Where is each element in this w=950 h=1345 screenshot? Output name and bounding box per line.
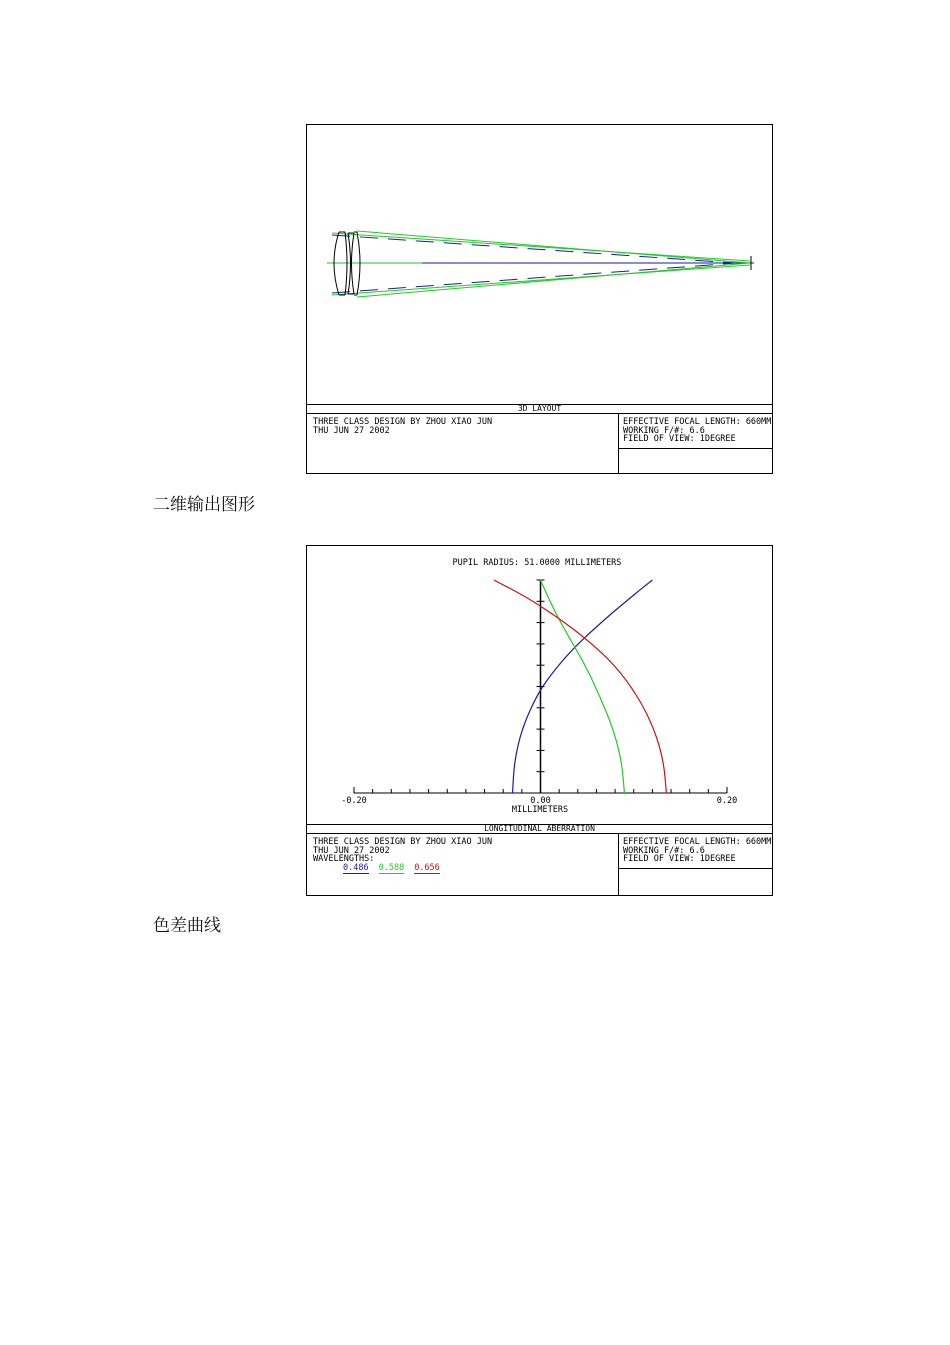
aberration-info-left <box>313 838 492 874</box>
design-title: THREE CLASS DESIGN BY ZHOU XIAO JUN <box>313 417 493 427</box>
working-fnum: WORKING F/#: 6.6 <box>623 425 705 436</box>
aberration-plot <box>307 546 772 824</box>
x-tick-label: 0.00 <box>530 796 551 806</box>
layout-diagram <box>307 125 772 404</box>
x-tick-label: -0.20 <box>341 796 367 806</box>
focal-length: EFFECTIVE FOCAL LENGTH: 660MM <box>623 417 772 427</box>
x-axis-label: MILLIMETERS <box>511 805 569 815</box>
x-tick-label: 0.20 <box>716 796 738 806</box>
legend-wavelength-588: 0.588 <box>378 862 405 873</box>
aberration-chart <box>307 546 772 824</box>
series-line-0.486 <box>513 580 653 793</box>
ray-upper-inner <box>357 231 750 263</box>
field-of-view: FIELD OF VIEW: 1DEGREE <box>623 854 736 864</box>
design-date: THU JUN 27 2002 <box>313 845 390 856</box>
caption-chromatic-curve: 色差曲线 <box>153 916 221 936</box>
chart-series <box>494 580 667 793</box>
ray-lower-inner <box>357 263 750 297</box>
marginal-ray-top-green <box>332 233 750 261</box>
marginal-ray-top-blue <box>332 235 750 264</box>
wavelengths-label: WAVELENGTHS: <box>313 854 375 864</box>
chart-axes <box>354 580 727 793</box>
aberration-info-right <box>618 834 772 895</box>
series-line-0.656 <box>494 580 667 793</box>
legend-wavelength-656: 0.656 <box>414 862 440 873</box>
chart-title: PUPIL RADIUS: 51.0000 MILLIMETERS <box>452 558 622 568</box>
layout-info-left <box>313 418 492 435</box>
layout-info-block <box>307 414 772 473</box>
aberration-figure <box>306 545 773 896</box>
aberration-band-title: LONGITUDINAL ABERRATION <box>307 824 772 834</box>
marginal-ray-bottom-green <box>332 265 750 295</box>
wavelength-legend <box>313 864 492 875</box>
layout-figure <box>306 124 773 474</box>
aberration-info-block <box>307 834 772 895</box>
design-title: THREE CLASS DESIGN BY ZHOU XIAO JUN <box>313 837 493 847</box>
series-line-0.588 <box>541 580 625 793</box>
caption-2d-output: 二维输出图形 <box>153 495 255 515</box>
design-date: THU JUN 27 2002 <box>313 425 390 436</box>
layout-info-right <box>618 414 772 473</box>
legend-wavelength-486: 0.486 <box>343 862 369 873</box>
layout-plot-title: 3D LAYOUT <box>307 404 772 414</box>
working-fnum: WORKING F/#: 6.6 <box>623 845 705 856</box>
field-of-view: FIELD OF VIEW: 1DEGREE <box>623 434 736 444</box>
marginal-ray-bottom-blue <box>332 262 750 293</box>
focal-length: EFFECTIVE FOCAL LENGTH: 660MM <box>623 837 772 847</box>
layout-plot <box>307 125 772 404</box>
